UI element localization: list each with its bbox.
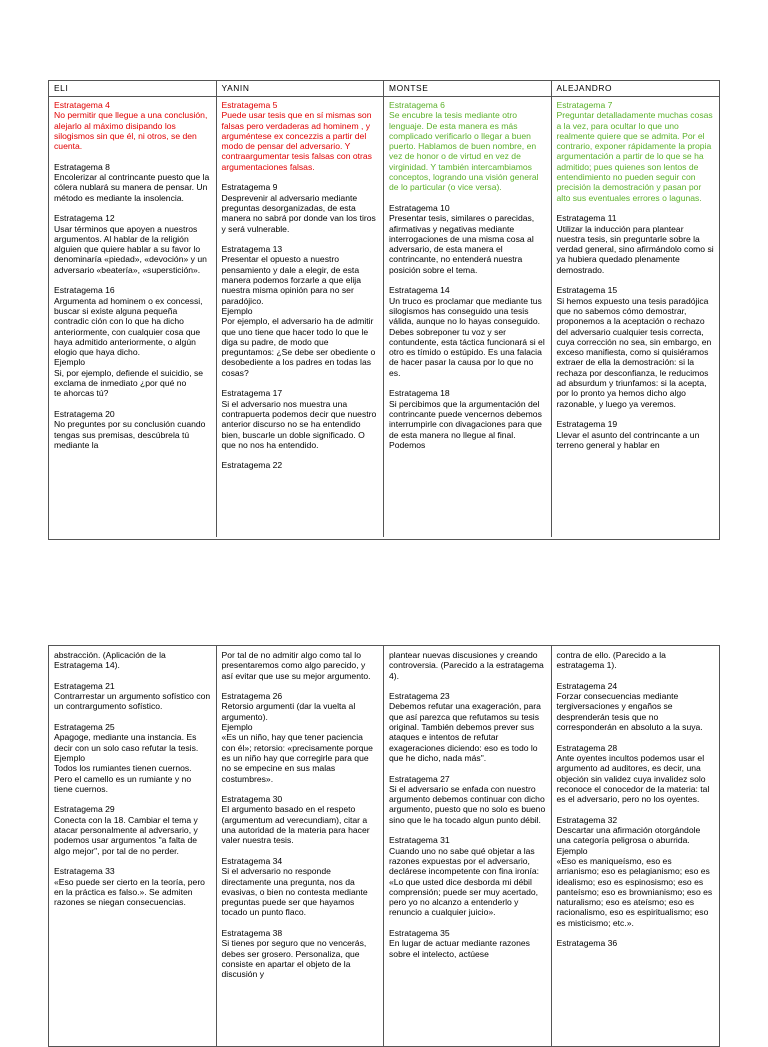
strategem-text: Apagoge, mediante una instancia. Es decir con un solo caso refutar la tesis.	[54, 732, 199, 753]
strategem-text: Debemos refutar una exageración, para que así parezca que refutamos su tesis original. También debemos prever sus ataques e intentos de refutar exageraciones diciendo: eso es todo lo que he dicho, nada más".	[389, 701, 541, 763]
strategem-text: Por tal de no admitir algo como tal lo presentaremos como algo parecido, y así evitar que use su mejor argumento.	[221, 650, 371, 681]
strategem-title: Estratagema 13	[221, 244, 283, 255]
strategem-title: Estratagema 35	[389, 928, 450, 939]
strategem-block	[222, 794, 379, 845]
strategem-title: Estratagema 31	[389, 835, 450, 846]
column-cell	[217, 97, 385, 537]
strategem-block	[54, 100, 211, 151]
strategem-block	[557, 938, 715, 948]
strategem-block	[389, 100, 546, 193]
strategem-title: Estratagema 25	[54, 722, 115, 733]
strategem-block	[389, 928, 546, 959]
strategem-block	[389, 835, 546, 917]
content-row	[49, 646, 719, 1046]
example-text: te ahorcas tú?	[54, 388, 109, 399]
strategem-block	[557, 419, 715, 450]
strategem-title: Estratagema 6	[389, 100, 445, 110]
strategem-block	[54, 162, 211, 203]
strategem-title: Estratagema 20	[54, 408, 115, 419]
strategem-title: Estratagema 12	[54, 213, 115, 224]
strategem-title: Estratagema 5	[221, 100, 278, 110]
strategem-title: Estratagema 38	[221, 928, 283, 939]
strategem-block	[557, 815, 715, 928]
strategem-title: Estratagema 14	[389, 285, 450, 296]
strategem-title: Estratagema 21	[54, 680, 115, 691]
strategem-text: No preguntes por su conclusión cuando tengas sus premisas, descúbrela tú mediante la	[54, 419, 206, 450]
strategem-title: Estratagema 29	[54, 804, 115, 815]
strategem-text: Conecta con la 18. Cambiar el tema y atacar personalmente al adversario, y podemos usar argumentos "a falta de algo mejor", por tal de no perder.	[54, 814, 198, 856]
strategem-block	[222, 460, 379, 470]
header-row	[49, 81, 719, 97]
strategem-text: Si el adversario nos muestra una contrapuerta podemos decir que nuestro anterior discurso no se ha entendido bien, buscarle un doble significado. O que no nos ha entendido.	[221, 398, 377, 450]
strategem-block	[389, 285, 546, 378]
strategem-title: Estratagema 23	[389, 691, 450, 702]
column-cell	[217, 646, 385, 1046]
strategem-text: Contrarrestar un argumento sofístico con un contrargumento sofístico.	[54, 691, 211, 712]
strategem-title: Estratagema 11	[556, 213, 617, 224]
strategem-text: El argumento basado en el respeto (argumentum ad verecundiam), citar a una autoridad de la materia para hacer valer nuestra tesis.	[221, 804, 370, 846]
strategem-block	[54, 681, 211, 712]
example-label: Ejemplo	[54, 357, 86, 368]
example-text: «Es un niño, hay que tener paciencia con él»; retorsio: «precisamente porque es un niño hay que corregirle para que no se empecine en sus malas costumbres».	[221, 732, 373, 784]
strategem-block	[557, 743, 715, 805]
strategem-text: Ante oyentes incultos podemos usar el argumento ad auditores, es decir, una objeción sin validez cuya invalidez solo reconoce el conocedor de la materia: tal es el adversario, pero no los oyentes.	[556, 752, 710, 805]
strategem-block	[557, 650, 715, 671]
column-cell	[552, 646, 720, 1046]
strategem-text: Retorsio argumenti (dar la vuelta al argumento).	[221, 701, 356, 722]
strategem-block	[54, 866, 211, 907]
strategem-title: Estratagema 26	[221, 691, 283, 702]
strategem-block	[54, 804, 211, 855]
strategem-text: Desprevenir al adversario mediante preguntas desorganizadas, de esta manera no sabrá por donde van los tiros y será vulnerable.	[221, 192, 376, 234]
strategem-text: Presentar tesis, similares o parecidas, afirmativas y negativas mediante interrogaciones de una misma cosa al adversario, de esta manera el contrincante, no entenderá nuestra posición sobre el tema.	[389, 213, 535, 275]
strategem-text: Descartar una afirmación otorgándole una categoría peligrosa o aburrida.	[556, 825, 701, 846]
strategem-title: Estratagema 4	[54, 100, 110, 110]
strategem-block	[54, 650, 211, 671]
strategem-text: contra de ello. (Parecido a la estratagema 1).	[556, 650, 666, 671]
example-label: Ejemplo	[556, 845, 588, 856]
strategem-block	[557, 681, 715, 732]
example-text: «Eso es maniqueísmo, eso es arrianismo; eso es pelagianismo; eso es idealismo; eso es espinosismo; eso es panteísmo; eso es brownianismo; eso es naturalismo; eso es ateísmo; eso es racionalismo, eso es espiritualismo; eso es misticismo; etc.».	[556, 855, 713, 928]
strategem-block	[222, 388, 379, 450]
strategem-text: Se encubre la tesis mediante otro lenguaje. De esta manera es más complicado verificarlo o llegar a buen puerto. Hablamos de buen nombre, en vez de honor o de virtud en vez de virginidad. Y también intercambiamos conceptos, logrando una visión general de lo particular (o vice versa).	[389, 110, 539, 193]
strategem-block	[557, 285, 715, 409]
strategem-block	[54, 213, 211, 275]
strategem-title: Estratagema 36	[556, 938, 618, 949]
strategem-title: Estratagema 34	[221, 855, 283, 866]
strategem-title: Estratagema 16	[54, 285, 115, 296]
strategem-text: En lugar de actuar mediante razones sobre el intelecto, actúese	[389, 938, 530, 959]
strategem-title: Estratagema 9	[221, 182, 278, 193]
strategem-text: Un truco es proclamar que mediante tus silogismos has conseguido una tesis válida, aunque no lo hayas conseguido. Debes sobreponer tu voz y ser contundente, esta táctica funcionará si el otro es tímido o estúpido. Es una falacia de hacer pasar la causa por lo que no es.	[389, 295, 545, 378]
column-header: ALEJANDRO	[552, 81, 720, 97]
column-header: ELI	[49, 81, 217, 97]
column-cell	[49, 646, 217, 1046]
strategem-title: Estratagema 28	[556, 742, 618, 753]
strategem-block	[389, 650, 546, 681]
strategem-text: Forzar consecuencias mediante tergiversaciones y engaños se desprenderán tesis que no corresponderán en absoluto a la suya.	[556, 691, 703, 733]
strategem-text: abstracción. (Aplicación de la Estratagema 14).	[54, 650, 166, 671]
strategem-title: Estratagema 7	[556, 100, 613, 110]
example-label: Ejemplo	[221, 305, 253, 316]
example-text: Todos los rumiantes tienen cuernos. Pero el camello es un rumiante y no tiene cuernos.	[54, 763, 192, 794]
strategem-title: Estratagema 15	[556, 285, 618, 296]
strategem-text: Argumenta ad hominem o ex concessi, buscar si existe alguna pequeña contradic ción con lo que ha dicho anteriormente, con cualquier cosa que haya admitido anteriormente, o algún elogio que haya dicho.	[54, 295, 203, 358]
table-page-1	[48, 80, 720, 540]
strategem-title: Estratagema 18	[389, 388, 450, 399]
strategem-title: Estratagema 30	[221, 794, 283, 805]
strategem-text: Presentar el opuesto a nuestro pensamiento y dale a elegir, de esta manera podemos forzarle a que elija nuestra misma opinión para no ser paradójico.	[221, 254, 361, 306]
strategem-block	[222, 691, 379, 784]
strategem-title: Estratagema 8	[54, 161, 110, 172]
column-cell	[552, 97, 720, 537]
example-text: Por ejemplo, el adversario ha de admitir que uno tiene que hacer todo lo que le diga su padre, de modo que preguntamos: ¿Se debe ser obediente o desobediente a los padres en todas las cosas?	[221, 316, 376, 378]
example-label: Ejemplo	[221, 722, 253, 733]
strategem-block	[389, 774, 546, 825]
strategem-text: Puede usar tesis que en sí mismas son falsas pero verdaderas ad hominem , y arguméntese ex concezzis a partir del modo de pensar del adversario. Y contraargumentar tesis falsas con otras argumentaciones falsas.	[221, 110, 372, 172]
column-header: YANIN	[217, 81, 385, 97]
strategem-text: Usar términos que apoyen a nuestros argumentos. Al hablar de la religión alguien que quiere hablar a su favor lo denominaría «piedad», «devoción» y un adversario «beatería», «superstición».	[54, 223, 207, 275]
strategem-title: Estratagema 24	[556, 680, 618, 691]
strategem-block	[222, 928, 379, 979]
strategem-text: Cuando uno no sabe qué objetar a las razones expuestas por el adversario, declárese incompetente con fina ironía: «Lo que usted dice desborda mi débil comprensión; puede ser muy acertado, pero yo no alcanzo a entenderlo y renuncio a cualquier juicio».	[389, 845, 540, 918]
strategem-title: Estratagema 27	[389, 773, 450, 784]
strategem-text: «Eso puede ser cierto en la teoría, pero en la práctica es falso.». Se admiten razones se niegan consecuencias.	[54, 876, 205, 908]
example-label: Ejemplo	[54, 752, 86, 763]
column-cell	[384, 646, 552, 1046]
strategem-text: Si percibimos que la argumentación del contrincante puede vencernos debemos interrumpirle con divagaciones para que de esta manera no llegue al final. Podemos	[389, 398, 542, 450]
column-header: MONTSE	[384, 81, 552, 97]
strategem-title: Estratagema 22	[221, 460, 283, 471]
strategem-text: No permitir que llegue a una conclusión, alejarlo al máximo disipando los silogismos sin que él, ni otros, se den cuenta.	[54, 110, 208, 152]
content-row	[49, 97, 719, 537]
strategem-text: Encolerizar al contrincante puesto que la cólera nublará su manera de pensar. Un método es mediante la insolencia.	[54, 172, 210, 203]
strategem-block	[54, 722, 211, 794]
strategem-block	[389, 388, 546, 450]
strategem-block	[389, 691, 546, 763]
strategem-text: Si tienes por seguro que no vencerás, debes ser grosero. Personaliza, que consiste en apartar el objeto de la discusión y	[221, 938, 367, 980]
strategem-block	[222, 650, 379, 681]
strategem-text: Utilizar la inducción para plantear nuestra tesis, sin preguntarle sobre la verdad general, sino afirmándolo como si ya hubiera quedado plenamente demostrado.	[556, 223, 714, 275]
strategem-title: Estratagema 17	[221, 388, 283, 399]
strategem-block	[389, 203, 546, 275]
strategem-block	[222, 182, 379, 233]
strategem-title: Estratagema 33	[54, 866, 115, 877]
column-cell	[384, 97, 552, 537]
strategem-block	[222, 244, 379, 378]
strategem-block	[557, 213, 715, 275]
strategem-title: Estratagema 32	[556, 814, 618, 825]
strategem-text: plantear nuevas discusiones y creando controversia. (Parecido a la estratagema 4).	[389, 650, 544, 681]
strategem-text: Si hemos expuesto una tesis paradójica que no sabemos cómo demostrar, proponemos a la aceptación o rechazo del adversario cualquier tesis correcta, cuya corrección no sea, sin embargo, en exceso manifiesta, como si quisiéramos extraer de ella la demostración: si la rechaza por desconfianza, le reducimos ad absurdum y triunfamos: si la acepta, por lo pronto ya hemos dicho algo razonable, y luego ya veremos.	[556, 295, 712, 409]
strategem-block	[54, 409, 211, 450]
strategem-text: Preguntar detalladamente muchas cosas a la vez, para ocultar lo que uno realmente quiere que se admita. Por el contrario, exponer rápidamente la propia argumentación a partir de lo que se ha admitido; pues quienes son lentos de entendimiento no pueden seguir con precisión la demostración y pasan por alto sus eventuales errores o lagunas.	[556, 110, 713, 203]
strategem-block	[222, 856, 379, 918]
strategem-title: Estratagema 10	[389, 202, 450, 213]
strategem-block	[54, 285, 211, 398]
strategem-block	[557, 100, 715, 203]
strategem-text: Llevar el asunto del contrincante a un terreno general y hablar en	[556, 429, 700, 450]
strategem-text: Si el adversario no responde directamente una pregunta, nos da evasivas, o bien no contesta mediante preguntas puede ser que hayamos tocado un punto flaco.	[221, 866, 368, 918]
example-text: Si, por ejemplo, defiende el suicidio, se exclama de inmediato ¿por qué no	[54, 367, 204, 389]
strategem-title: Estratagema 19	[556, 419, 618, 430]
strategem-block	[222, 100, 379, 172]
column-cell	[49, 97, 217, 537]
strategem-text: Si el adversario se enfada con nuestro argumento debemos continuar con dicho argumento, puesto que no solo es bueno sino que le ha tocado algun punto débil.	[389, 783, 546, 825]
table-page-2	[48, 645, 720, 1047]
